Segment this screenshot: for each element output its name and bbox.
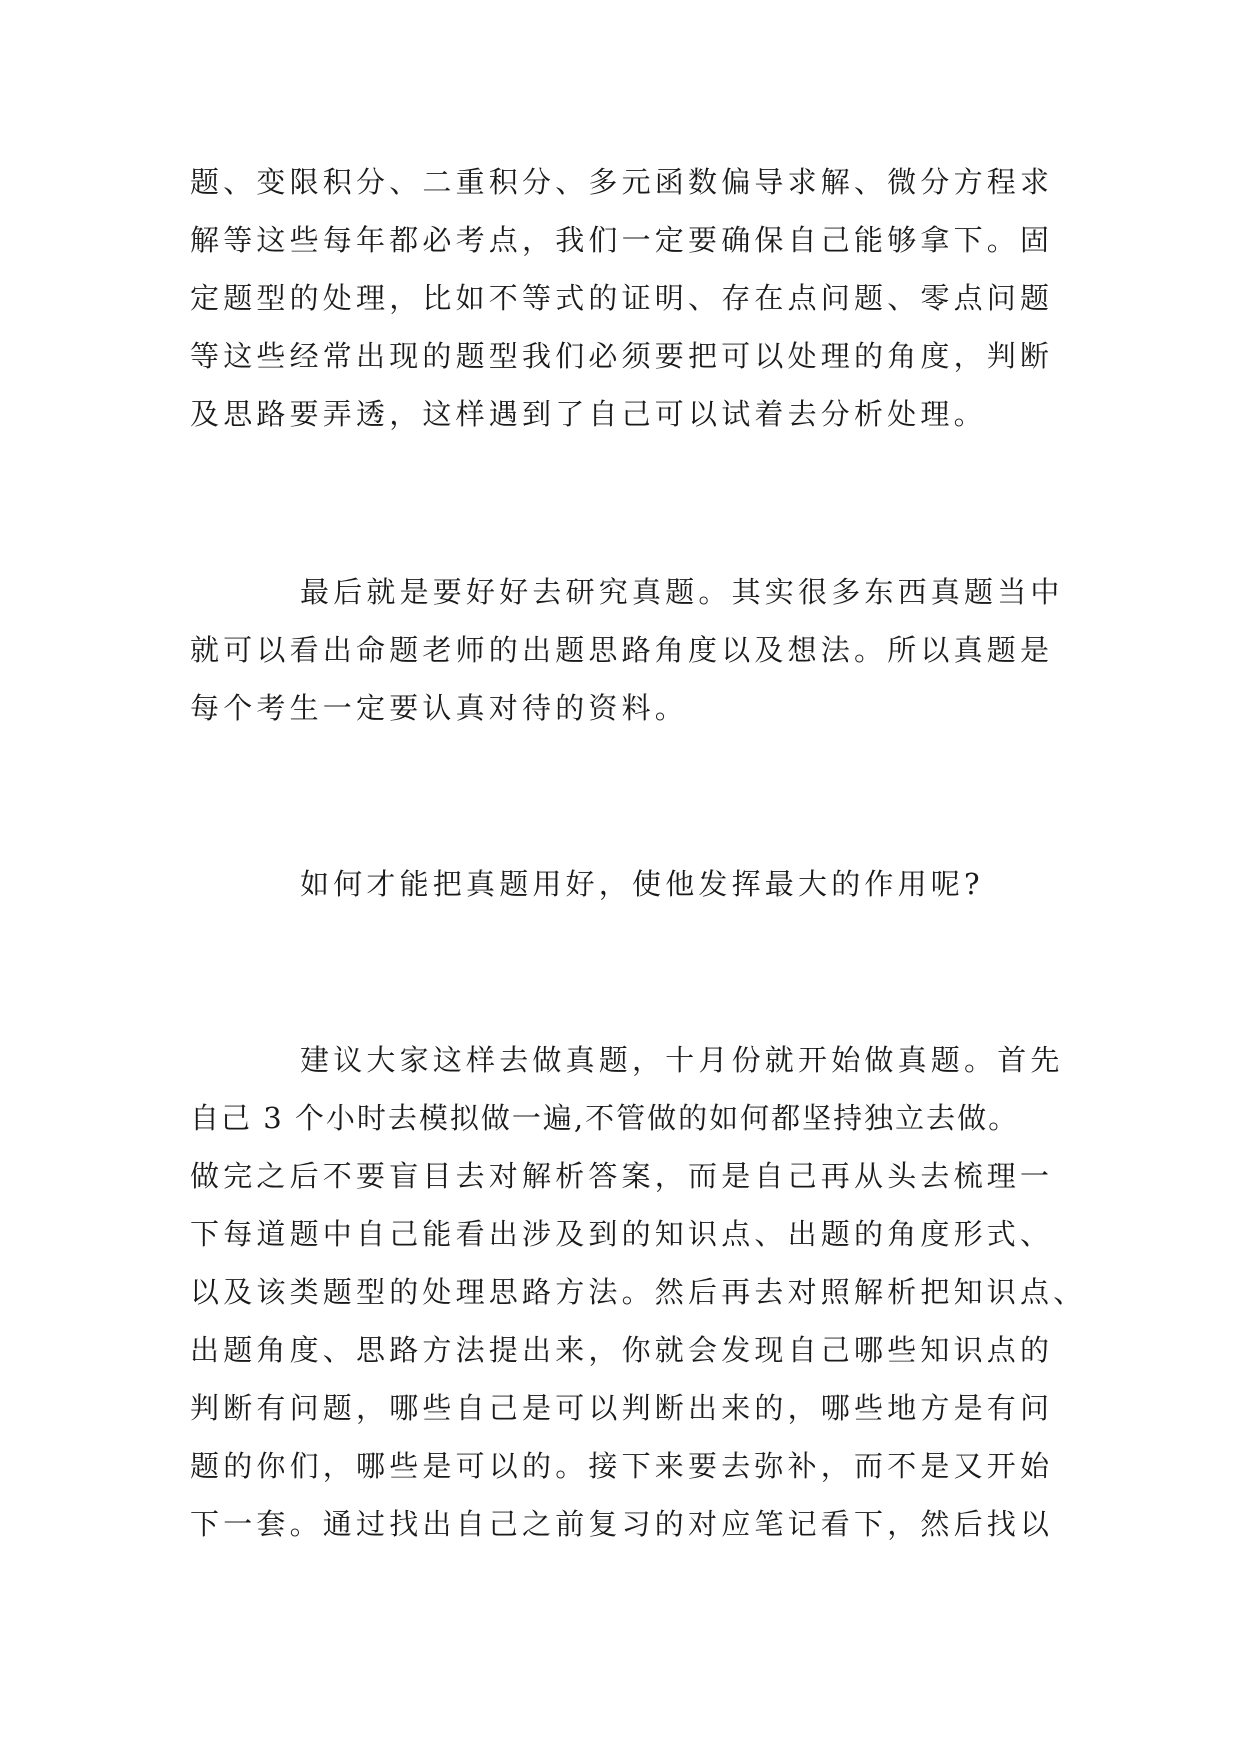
paragraph-4-line-3: 做完之后不要盲目去对解析答案，而是自己再从头去梳理一 [190, 1159, 1054, 1193]
paragraph-1-line-1: 题、变限积分、二重积分、多元函数偏导求解、微分方程求 [190, 165, 1054, 199]
paragraph-4-line-5: 以及该类题型的处理思路方法。然后再去对照解析把知识点、 [190, 1275, 1087, 1309]
paragraph-4-line-1: 建议大家这样去做真题，十月份就开始做真题。首先 [300, 1043, 1064, 1077]
paragraph-1-line-5: 及思路要弄透，这样遇到了自己可以试着去分析处理。 [190, 397, 987, 431]
paragraph-4-line-9: 下一套。通过找出自己之前复习的对应笔记看下，然后找以 [190, 1507, 1054, 1541]
paragraph-4-line-2: 自己 3 个小时去模拟做一遍,不管做的如何都坚持独立去做。 [190, 1101, 1020, 1135]
paragraph-4-line-6: 出题角度、思路方法提出来，你就会发现自己哪些知识点的 [190, 1333, 1054, 1367]
paragraph-2-line-1: 最后就是要好好去研究真题。其实很多东西真题当中 [300, 575, 1064, 609]
paragraph-3-line-1: 如何才能把真题用好，使他发挥最大的作用呢? [300, 867, 984, 901]
paragraph-1-line-3: 定题型的处理，比如不等式的证明、存在点问题、零点问题 [190, 281, 1054, 315]
paragraph-4-line-4: 下每道题中自己能看出涉及到的知识点、出题的角度形式、 [190, 1217, 1054, 1251]
paragraph-4-line-8: 题的你们，哪些是可以的。接下来要去弥补，而不是又开始 [190, 1449, 1054, 1483]
paragraph-2-line-2: 就可以看出命题老师的出题思路角度以及想法。所以真题是 [190, 633, 1054, 667]
paragraph-1-line-2: 解等这些每年都必考点，我们一定要确保自己能够拿下。固 [190, 223, 1054, 257]
paragraph-1-line-4: 等这些经常出现的题型我们必须要把可以处理的角度，判断 [190, 339, 1054, 373]
paragraph-2-line-3: 每个考生一定要认真对待的资料。 [190, 691, 689, 725]
paragraph-4-line-7: 判断有问题，哪些自己是可以判断出来的，哪些地方是有问 [190, 1391, 1054, 1425]
